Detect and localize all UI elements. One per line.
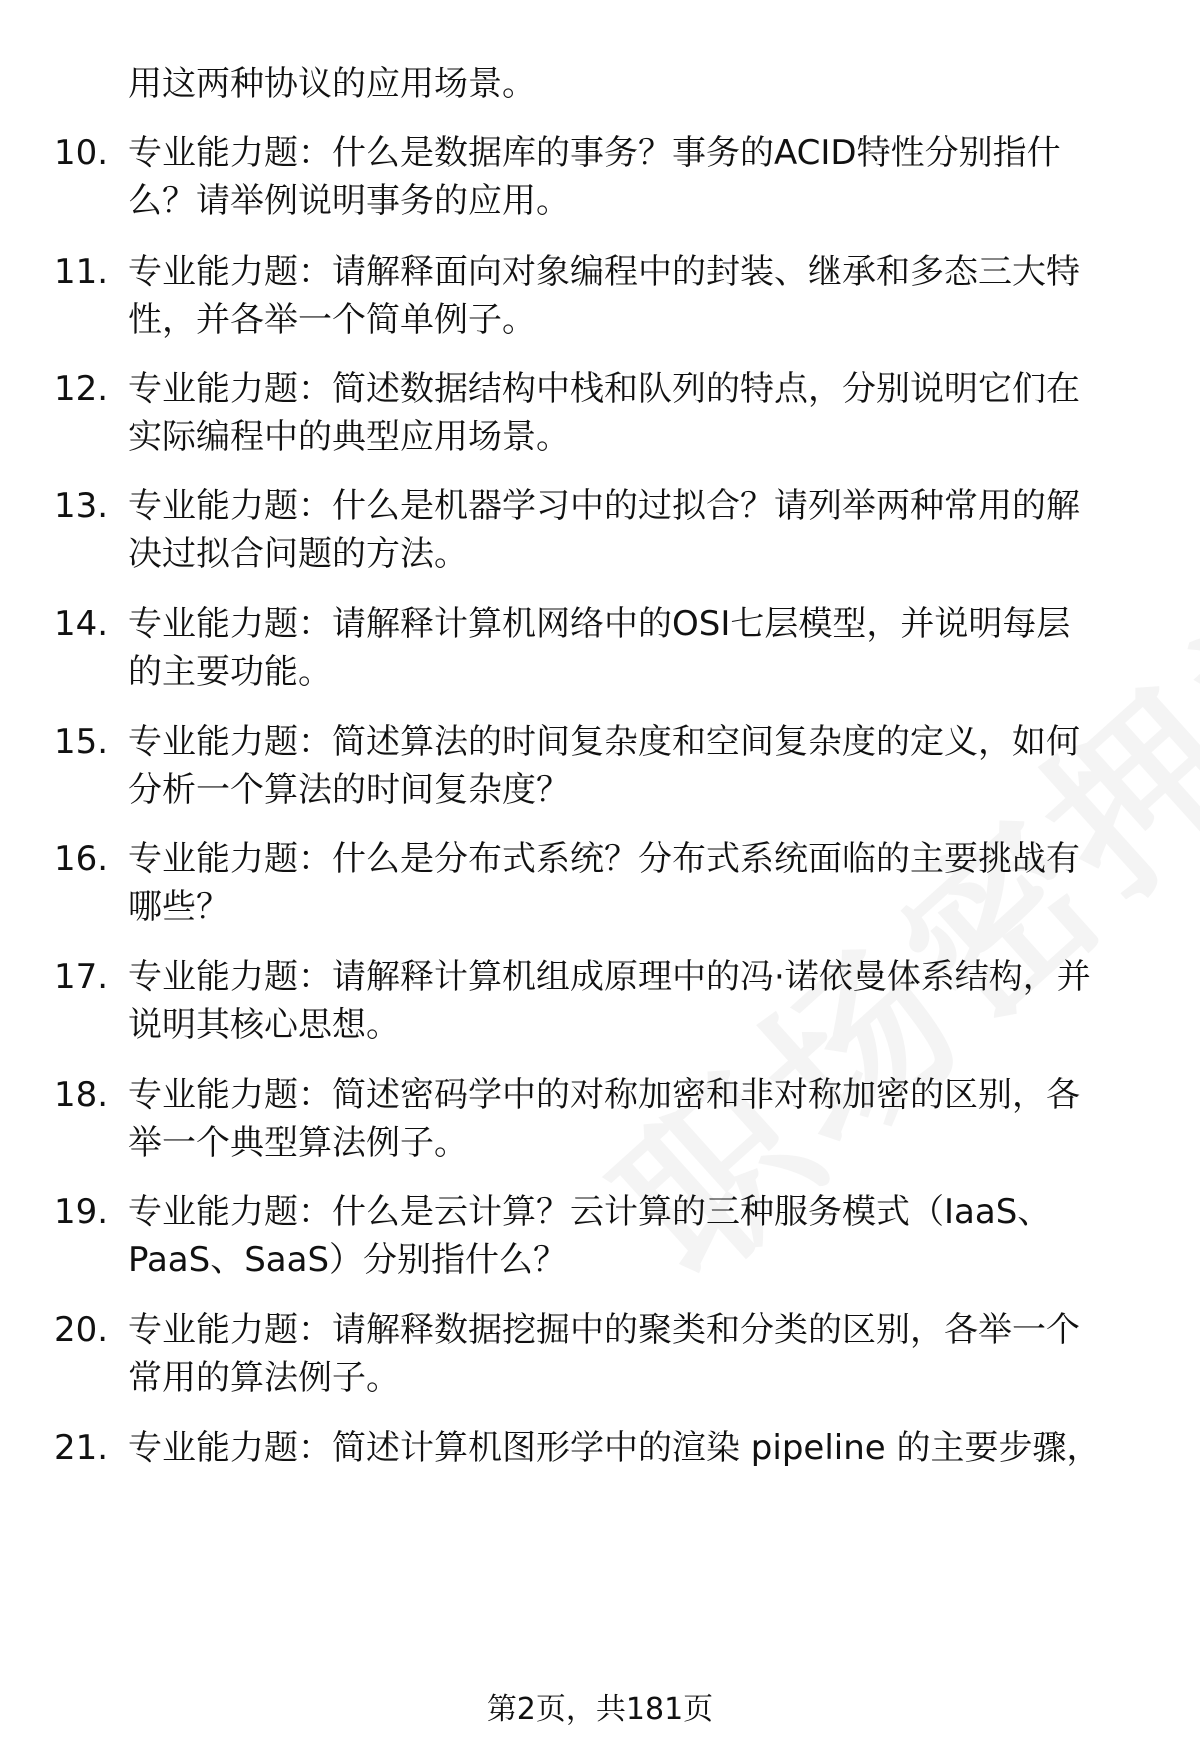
question-text: 实际编程中的典型应用场景。 <box>128 417 570 457</box>
question-number: 18. <box>54 1075 109 1115</box>
question-number: 15. <box>54 722 109 762</box>
question-number: 14. <box>54 604 109 644</box>
question-text: 专业能力题：什么是分布式系统？分布式系统面临的主要挑战有 <box>128 839 1080 879</box>
question-text: 专业能力题：什么是数据库的事务？事务的ACID特性分别指什 <box>128 133 1061 173</box>
question-text: 举一个典型算法例子。 <box>128 1123 468 1163</box>
question-text: 专业能力题：什么是机器学习中的过拟合？请列举两种常用的解 <box>128 486 1080 526</box>
question-text: 专业能力题：请解释面向对象编程中的封装、继承和多态三大特 <box>128 252 1080 292</box>
question-text: 专业能力题：简述计算机图形学中的渲染 pipeline 的主要步骤， <box>128 1428 1101 1468</box>
question-text: 说明其核心思想。 <box>128 1005 400 1045</box>
question-text: 专业能力题：请解释计算机组成原理中的冯·诺依曼体系结构，并 <box>128 957 1091 997</box>
question-number: 12. <box>54 369 109 409</box>
question-number: 11. <box>54 252 109 292</box>
question-text: 专业能力题：简述密码学中的对称加密和非对称加密的区别，各 <box>128 1075 1080 1115</box>
question-text: 常用的算法例子。 <box>128 1358 400 1398</box>
question-text: 专业能力题：简述数据结构中栈和队列的特点，分别说明它们在 <box>128 369 1080 409</box>
question-text: 哪些？ <box>128 887 230 927</box>
question-number: 16. <box>54 839 109 879</box>
question-number: 20. <box>54 1310 109 1350</box>
question-text: 专业能力题：请解释数据挖掘中的聚类和分类的区别，各举一个 <box>128 1310 1080 1350</box>
question-number: 21. <box>54 1428 109 1468</box>
question-number: 17. <box>54 957 109 997</box>
page-footer: 第2页，共181页 <box>486 1692 714 1727</box>
question-text: 么？请举例说明事务的应用。 <box>128 181 570 221</box>
question-text: 决过拟合问题的方法。 <box>128 534 468 574</box>
question-text: 专业能力题：请解释计算机网络中的OSI七层模型，并说明每层 <box>128 604 1071 644</box>
question-text: 专业能力题：什么是云计算？云计算的三种服务模式（IaaS、 <box>128 1192 1052 1232</box>
question-number: 13. <box>54 486 109 526</box>
question-text: PaaS、SaaS）分别指什么？ <box>128 1240 568 1280</box>
continuation-text: 用这两种协议的应用场景。 <box>128 64 536 104</box>
question-number: 19. <box>54 1192 109 1232</box>
question-number: 10. <box>54 133 109 173</box>
question-text: 性，并各举一个简单例子。 <box>128 300 536 340</box>
question-text: 分析一个算法的时间复杂度？ <box>128 770 570 810</box>
question-text: 的主要功能。 <box>128 652 332 692</box>
question-text: 专业能力题：简述算法的时间复杂度和空间复杂度的定义，如何 <box>128 722 1080 762</box>
